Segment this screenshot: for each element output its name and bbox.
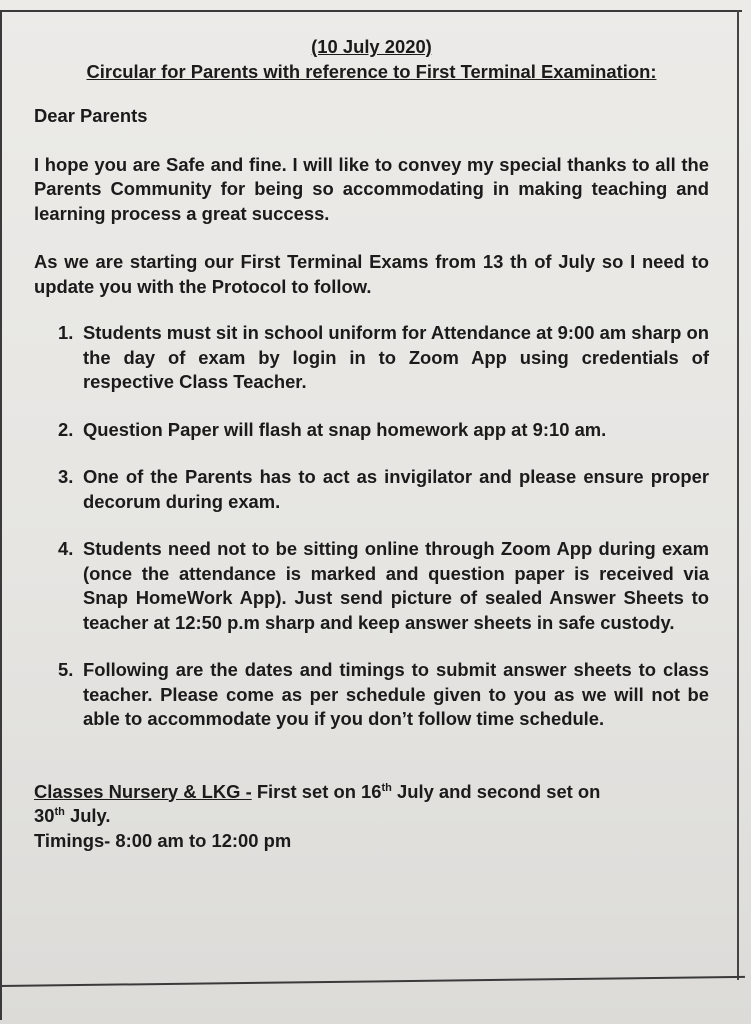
first-set-prefix: First set on 16 [251,780,382,802]
second-set-ordinal: th [54,806,65,818]
circular-body [34,35,709,853]
first-set-ordinal: th [381,781,392,794]
second-set-suffix: July. [64,805,111,826]
protocol-item-text: One of the Parents has to act as invigilator and please ensure proper decorum during exam. [83,466,709,512]
protocol-item-number: 5. [58,659,74,680]
protocol-item-number: 4. [58,538,74,559]
protocol-item-number: 3. [58,466,74,487]
protocol-item [34,537,709,635]
protocol-item-text: Following are the dates and timings to submit answer sheets to class teacher. Please come as per schedule given to you as we will not be able to accommodate you if you don’t follow time schedule. [83,659,709,729]
protocol-item-text: Students must sit in school uniform for Attendance at 9:00 am sharp on the day of exam by login in to Zoom App using credentials of respective Class Teacher. [83,322,709,392]
border-bottom [0,976,745,987]
protocol-item-text: Question Paper will flash at snap homework app at 9:10 am. [83,418,607,440]
circular-date: (10 July 2020) [311,36,432,57]
border-top [0,10,742,12]
protocol-item [34,418,709,443]
protocol-item [34,321,709,395]
protocol-intro-paragraph: As we are starting our First Terminal Exams from 13 th of July so I need to update you with the Protocol to follow. [34,251,709,297]
schedule-section [34,780,709,854]
schedule-timings: Timings- 8:00 am to 12:00 pm [34,829,292,851]
border-left [0,10,2,1020]
schedule-classes: Classes Nursery & LKG - [34,780,252,802]
protocol-item-number: 2. [58,418,74,440]
protocol-item [34,658,709,732]
circular-subject: Circular for Parents with reference to First Terminal Examination: [86,60,657,82]
protocol-item-text: Students need not to be sitting online through Zoom App during exam (once the attendance is marked and question paper is received via Snap HomeWork App). Just send picture of sealed Answer Sheets to teacher at 12:50 p.m sharp and keep answer sheets in safe custody. [83,538,709,633]
schedule-dates [34,780,709,829]
second-set-day: 30 [34,805,55,826]
protocol-item-number: 1. [58,322,74,343]
protocol-list [34,321,709,732]
border-right [737,10,739,980]
intro-paragraph: I hope you are Safe and fine. I will like to convey my special thanks to all the Parents Community for being so accommodating in making teaching and learning process a great success. [34,153,709,224]
first-set-suffix: July and second set on [391,780,601,802]
salutation: Dear Parents [34,105,148,126]
protocol-item [34,465,709,514]
